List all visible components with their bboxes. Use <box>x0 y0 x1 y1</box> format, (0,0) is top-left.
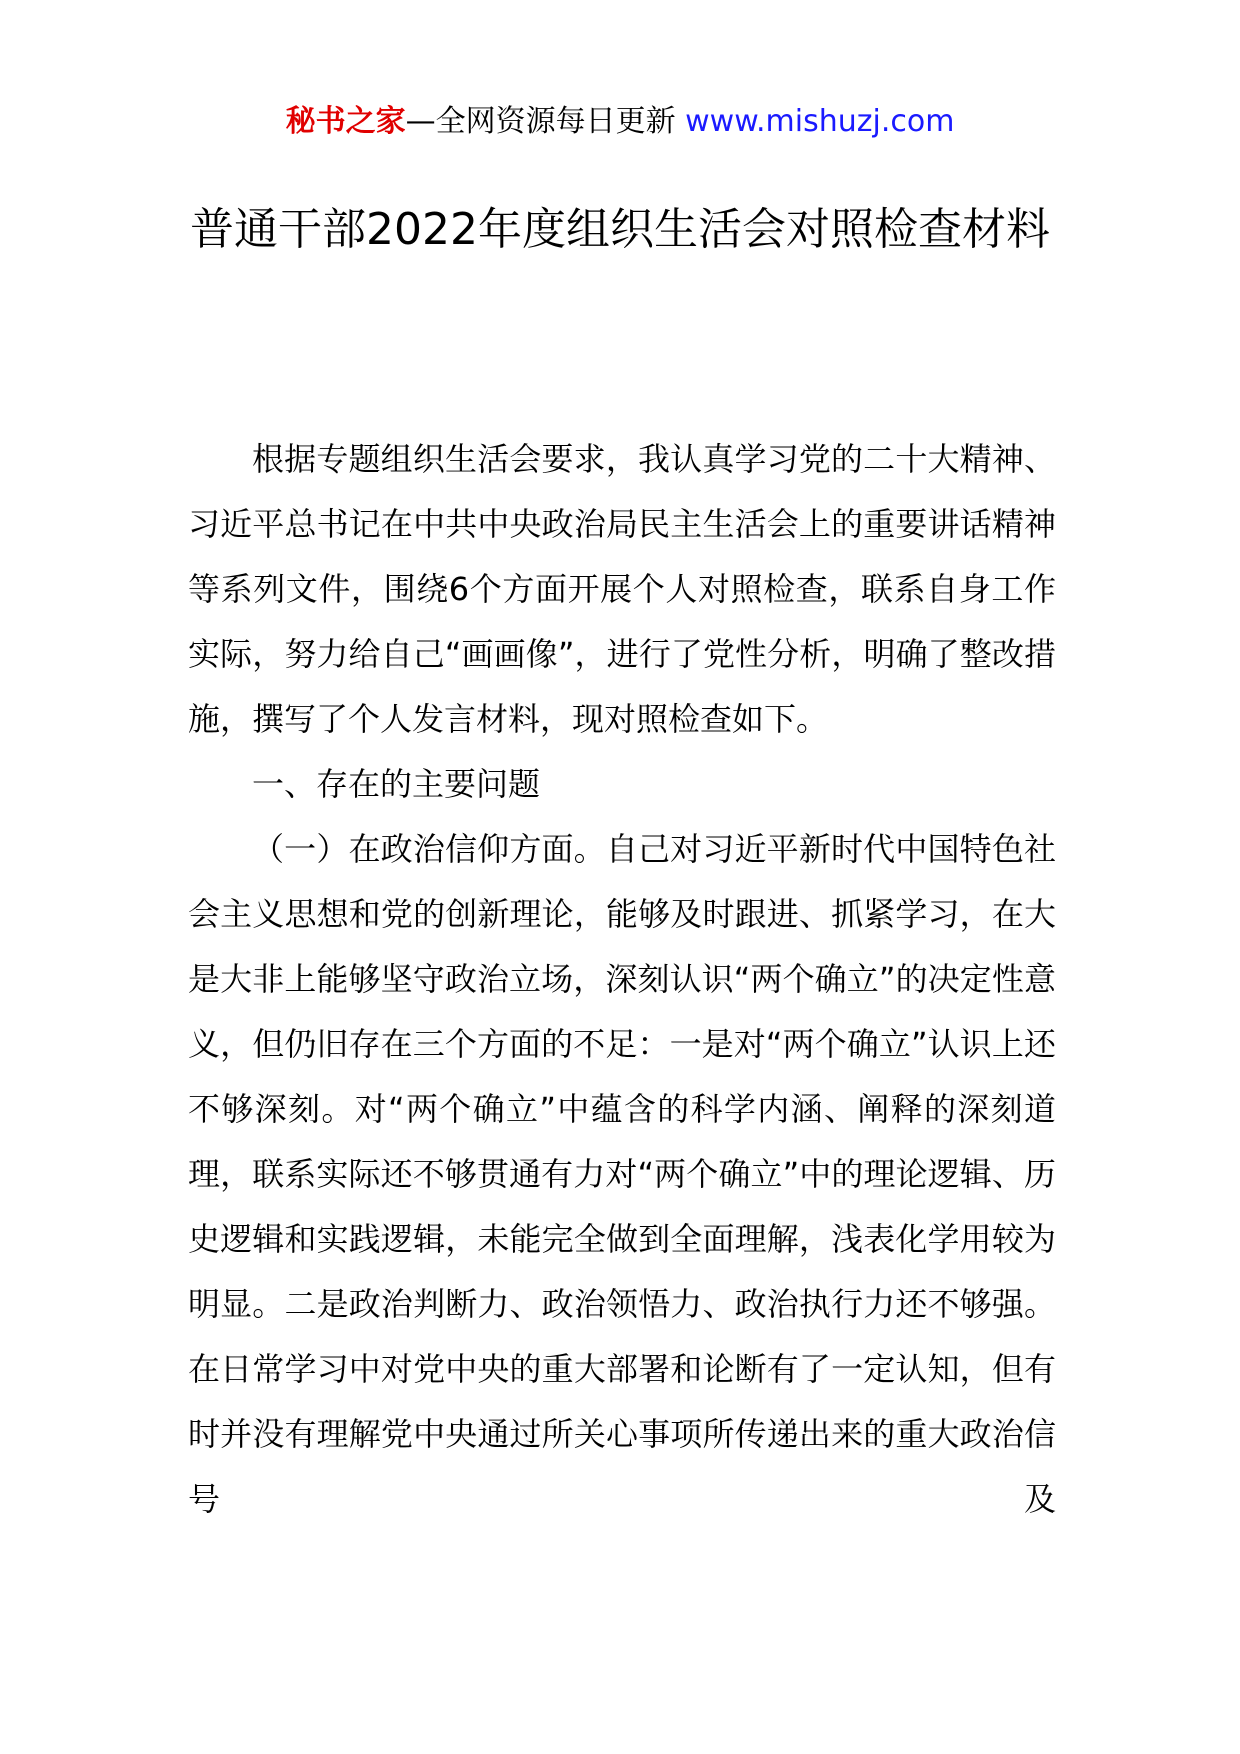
intro-paragraph: 根据专题组织生活会要求，我认真学习党的二十大精神、习近平总书记在中共中央政治局民主生活会上的重要讲话精神等系列文件，围绕6个方面开展个人对照检查，联系自身工作实际，努力给自己“画画像”，进行了党性分析，明确了整改措施，撰写了个人发言材料，现对照检查如下。 <box>188 440 1056 738</box>
site-tagline: —全网资源每日更新 <box>405 104 686 139</box>
document-body <box>188 427 1056 1532</box>
site-url-link[interactable]: www.mishuzj.com <box>685 104 955 139</box>
section-heading-problems: 一、存在的主要问题 <box>252 765 541 803</box>
document-title: 普通干部2022年度组织生活会对照检查材料 <box>190 204 1050 255</box>
site-brand: 秘书之家 <box>285 104 406 139</box>
subsection-political-belief: （一）在政治信仰方面。自己对习近平新时代中国特色社会主义思想和党的创新理论，能够及时跟进、抓紧学习，在大是大非上能够坚守政治立场，深刻认识“两个确立”的决定性意义，但仍旧存在三个方面的不足：一是对“两个确立”认识上还不够深刻。对“两个确立”中蕴含的科学内涵、阐释的深刻道理，联系实际还不够贯通有力对“两个确立”中的理论逻辑、历史逻辑和实践逻辑，未能完全做到全面理解，浅表化学用较为明显。二是政治判断力、政治领悟力、政治执行力还不够强。在日常学习中对党中央的重大部署和论断有了一定认知，但有时并没有理解党中央通过所关心事项所传递出来的重大政治信号及 <box>188 830 1056 1518</box>
site-header <box>0 100 1240 144</box>
